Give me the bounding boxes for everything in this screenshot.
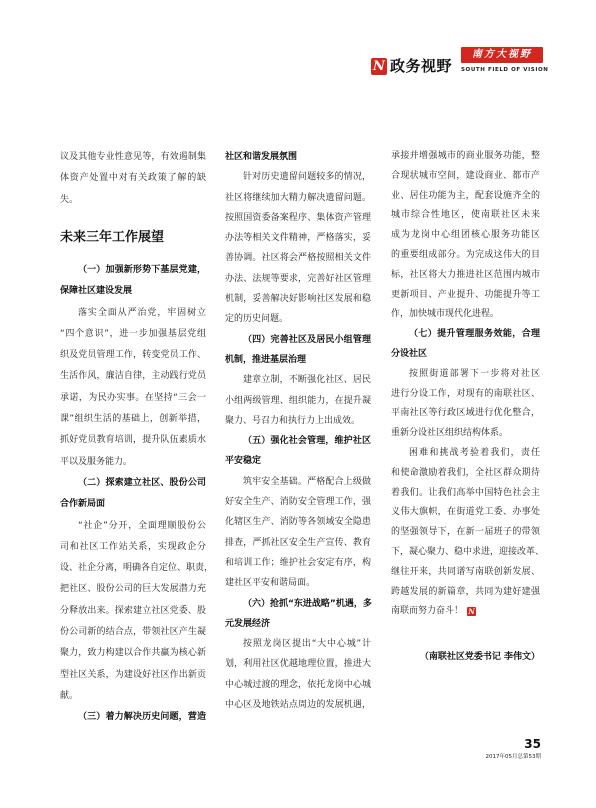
text-line: 按照龙岗区提出“大中心城”计 [243, 639, 371, 650]
section-logo-icon: N [371, 58, 387, 75]
text-line: 建章立制，不断强化社区、居民 [243, 375, 371, 386]
text-line: 更新项目、产业提升、功能提升等工 [391, 289, 540, 300]
section-heading-line: 保障社区建设发展 [60, 286, 133, 297]
text-line: 化辖区生产、消防等各领域安全隐患 [225, 517, 371, 528]
text-line: 机制，妥善解决好影响社区发展和稳 [225, 294, 371, 305]
text-line: 平南社区等行政区域进行优化整合， [391, 408, 540, 419]
section-heading-line: 元发展经济 [225, 618, 271, 629]
issue-info: 2017年05月总第53期 [485, 754, 541, 760]
text-line: 困难和挑战考验着我们，责任 [409, 447, 540, 458]
text-line: 分释放出来。探索建立社区党委、股 [60, 605, 206, 616]
text-line: 跨越发展的新篇章，共同为建好建强 [391, 586, 540, 597]
text-line: 按照街道部署下一步将对社区 [409, 368, 540, 379]
text-line: 作，加快城市现代化进程。 [391, 309, 500, 320]
text-line: 抓好党员教育培训，提升队伍素质水 [60, 435, 206, 446]
article-heading: 未来三年工作展望 [60, 230, 165, 245]
text-line: 义伟大旗帜，在街道党工委、办事处 [391, 507, 540, 518]
text-line: 好安全生产、消防安全管理工作，强 [225, 497, 371, 508]
text-line: 标，社区将大力推进社区范围内城市 [391, 269, 540, 280]
text-line: 聚力，致力构建以合作共赢为核心新 [60, 648, 206, 659]
text-line: 司和社区工作站关系，实现政企分 [60, 541, 206, 552]
page-number: 35 [524, 737, 541, 751]
author-signature: （南联社区党委书记 李伟文） [419, 652, 540, 662]
text-line: 成为龙岗中心组团核心服务功能区 [391, 230, 540, 241]
column-right [391, 147, 545, 622]
column-left [60, 260, 214, 729]
text-line: 中心区及地铁站点周边的发展机遇， [225, 700, 371, 711]
text-line: 划，利用社区优越地理位置，推进大 [225, 659, 371, 670]
text-line: 平以及服务能力。 [60, 456, 133, 467]
text-line: 议及其他专业性意见等，有效遏制集 [60, 152, 206, 162]
text-line: 份公司新的结合点，带领社区产生凝 [60, 627, 206, 638]
text-line: 定的历史问题。 [225, 314, 289, 325]
text-line: 筑牢安全基础。严格配合上级做 [243, 476, 371, 487]
section-heading-line: 平安稳定 [225, 456, 262, 467]
text-line: 承诺，为民办实事。在坚持“三会一 [60, 392, 206, 403]
text-line: 生活作风，廉洁自律，主动践行党员 [60, 371, 206, 382]
section-heading-line: （四）完善社区及居民小组管理 [243, 334, 371, 345]
text-line: 献。 [60, 690, 79, 701]
section-heading-line: （六）抢抓“东进战略”机遇，多 [243, 598, 372, 609]
text-line: 小组两级管理、组织能力，在提升凝 [225, 395, 371, 406]
text-line: 把社区、股份公司的巨大发展潜力充 [60, 584, 206, 595]
brand-badge [461, 47, 543, 63]
section-heading-line: （三）着力解决历史问题，营造 [78, 712, 206, 723]
text-line: 聚力、号召力和执行力上出成效。 [225, 415, 361, 426]
column-left-top [60, 147, 206, 211]
text-line: 承接并增强城市的商业服务功能，整 [391, 151, 540, 161]
text-line: 排查，严抓社区安全生产宣传、教育 [225, 537, 371, 548]
text-line: 办法等相关文件精神，严格落实，妥 [225, 233, 371, 244]
text-line: 课”组织生活的基础上，创新举措， [60, 414, 206, 425]
text-line: 落实全面从严治党，牢固树立 [78, 307, 206, 318]
section-heading-line: 合作新局面 [60, 499, 106, 510]
section-heading-line: （五）强化社会管理，维护社区 [243, 436, 371, 447]
section-heading-line: 社区和谐发展氛围 [225, 152, 298, 162]
text-line: 中心城过渡的理念，依托龙岗中心城 [225, 679, 371, 690]
brand-badge-subtitle: SOUTH FIELD OF VISION [461, 67, 549, 73]
text-line: 的坚强领导下，在新一届班子的带领 [391, 527, 540, 538]
text-line: 善协调。社区将会严格按照相关文件 [225, 253, 371, 264]
text-line: 南联而努力奋斗！ [391, 606, 464, 617]
text-line: 设、社企分离，明确各自定位、职责， [60, 563, 214, 574]
text-line: 和培训工作；维护社会安定有序，构 [225, 557, 371, 568]
brand-badge-title: 南方大视野 [472, 49, 532, 60]
section-heading-line: （一）加强新形势下基层党建， [78, 265, 206, 275]
section-title: 政务视野 [390, 57, 453, 75]
section-heading-line: 机制，推进基层治理 [225, 354, 307, 365]
text-line: 进行分设工作，对现有的南联社区、 [391, 388, 540, 399]
section-heading-line: （七）提升管理服务效能，合理 [409, 329, 540, 340]
text-line: 的重要组成部分。为完成这伟大的目 [391, 249, 540, 260]
text-line: 重新分设社区组织结构体系。 [391, 428, 509, 439]
column-middle [225, 147, 371, 715]
text-line: 失。 [60, 194, 79, 205]
text-line: 体资产处置中对有关政策了解的缺 [60, 173, 206, 184]
text-line: 按照国资委备案程序、集体资产管理 [225, 212, 371, 223]
text-line: 办法、法规等要求，完善好社区管理 [225, 273, 371, 284]
text-line: 织及党员管理工作，转变党员工作、 [60, 350, 206, 361]
text-line: 建社区平安和谐局面。 [225, 578, 316, 589]
section-heading-line: （二）探索建立社区、股份公司 [78, 477, 206, 488]
text-line: 社区将继续加大精力解决遗留问题。 [225, 192, 371, 203]
closing-line [391, 602, 540, 622]
text-line: 业、居住功能为主，配套设施齐全的 [391, 190, 540, 201]
text-line: “社企”分开，全面理顺股份公 [78, 520, 206, 531]
section-heading-line: 分设社区 [391, 348, 428, 359]
text-line: 合现状城市空间，建设商业、都市产 [391, 170, 540, 181]
text-line: “四个意识”，进一步加强基层党组 [60, 328, 206, 339]
end-mark-icon: N [468, 607, 475, 617]
text-line: 继往开来，共同谱写南联创新发展、 [391, 566, 540, 577]
text-line: 着我们。让我们高举中国特色社会主 [391, 487, 540, 498]
text-line: 针对历史遗留问题较多的情况， [243, 172, 371, 183]
text-line: 和使命激励着我们，全社区群众期待 [391, 467, 540, 478]
text-line: 城市综合性地区，使南联社区未来 [391, 210, 540, 221]
text-line: 下，凝心聚力、稳中求进，迎接改革、 [391, 546, 545, 557]
text-line: 型社区关系，为建设好社区作出新贡 [60, 669, 206, 680]
